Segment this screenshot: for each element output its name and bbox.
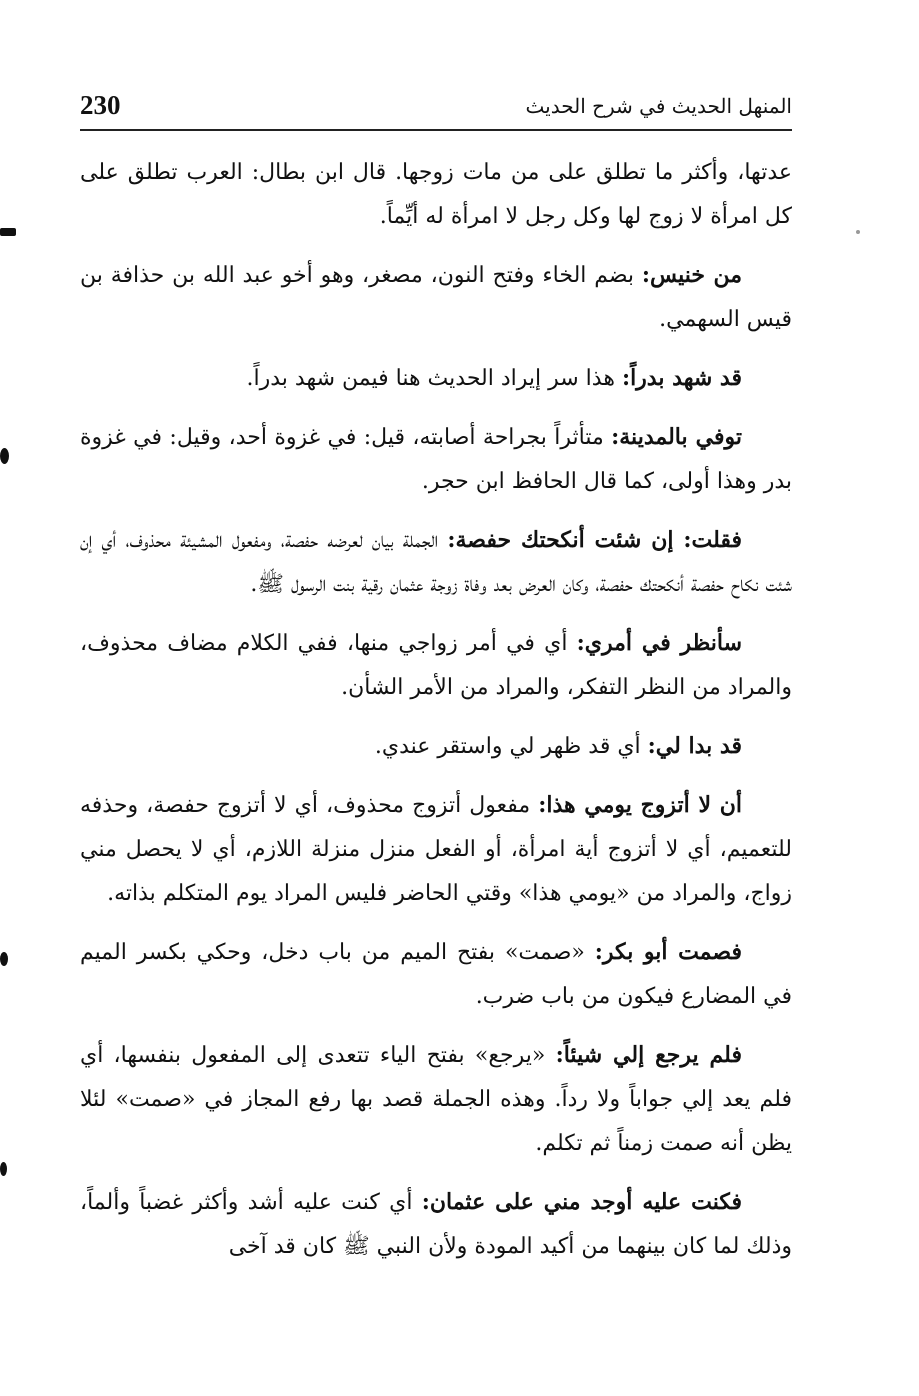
paragraph — [80, 518, 792, 607]
term-heading: من خنيس: — [641, 262, 742, 288]
term-heading: قد بدا لي: — [647, 733, 742, 759]
margin-mark — [0, 228, 16, 236]
term-heading: سأنظر في أمري: — [576, 630, 743, 656]
paragraph-text: مفعول أتزوج محذوف، أي لا أتزوج حفصة، وحذفه للتعميم، أي لا أتزوج أية امرأة، أو الفعل منزل منزلة اللازم، أي لا يحصل مني زواج، والمراد من «يومي هذا» وقتي الحاضر فليس المراد يوم المتكلم بذاته. — [80, 793, 792, 906]
paragraph — [80, 1180, 792, 1269]
running-title: المنهل الحديث في شرح الحديث — [525, 94, 792, 118]
term-heading: فصمت أبو بكر: — [594, 939, 742, 965]
paragraph-text: بضم الخاء وفتح النون، مصغر، وهو أخو عبد الله بن حذافة بن قيس السهمي. — [80, 263, 792, 332]
paragraph-text: عدتها، وأكثر ما تطلق على من مات زوجها. قال ابن بطال: العرب تطلق على كل امرأة لا زوج لها وكل رجل لا امرأة له أيِّماً. — [80, 160, 792, 229]
margin-mark — [856, 230, 860, 234]
paragraph — [80, 1033, 792, 1166]
term-heading: أن لا أتزوج يومي هذا: — [538, 792, 742, 818]
paragraph-text: أي كنت عليه أشد وأكثر غضباً وألماً، وذلك لما كان بينهما من أكيد المودة ولأن النبي ﷺ كان قد آخى — [80, 1190, 792, 1259]
paragraph — [80, 783, 792, 916]
margin-mark — [0, 1162, 7, 1176]
header-rule — [80, 129, 792, 131]
term-heading: فلم يرجع إلي شيئاً: — [555, 1042, 742, 1068]
margin-mark — [0, 448, 9, 464]
paragraph — [80, 356, 792, 401]
paragraph — [80, 930, 792, 1019]
term-heading: فكنت عليه أوجد مني على عثمان: — [421, 1189, 743, 1215]
paragraph-text: أي في أمر زواجي منها، ففي الكلام مضاف محذوف، والمراد من النظر التفكر، والمراد من الأمر الشأن. — [80, 631, 792, 700]
paragraph — [80, 724, 792, 769]
page-body — [80, 150, 792, 1283]
paragraph-text: أي قد ظهر لي واستقر عندي. — [374, 734, 648, 759]
paragraph — [80, 150, 792, 239]
paragraph — [80, 415, 792, 504]
margin-mark — [0, 952, 8, 966]
paragraph-text: «صمت» بفتح الميم من باب دخل، وحكي بكسر الميم في المضارع فيكون من باب ضرب. — [80, 940, 792, 1009]
paragraph-text: «يرجع» بفتح الياء تتعدى إلى المفعول بنفسها، أي فلم يعد إلي جواباً ولا رداً. وهذه الجملة قصد بها رفع المجاز في «صمت» لئلا يظن أنه صمت زمناً ثم تكلم. — [80, 1043, 792, 1156]
page-number: 230 — [80, 90, 121, 120]
paragraph-text: الجملة بيان لعرضه حفصة، ومفعول المشيئة محذوف، أي إن شئت نكاح حفصة أنكحتك حفصة، وكان العرض بعد وفاة زوجة عثمان رقية بنت الرسول ﷺ. — [80, 528, 792, 597]
paragraph — [80, 253, 792, 342]
term-heading: فقلت: إن شئت أنكحتك حفصة: — [447, 527, 742, 553]
paragraph — [80, 621, 792, 710]
term-heading: توفي بالمدينة: — [611, 424, 742, 450]
page-header — [80, 88, 792, 132]
term-heading: قد شهد بدراً: — [621, 365, 742, 391]
paragraph-text: هذا سر إيراد الحديث هنا فيمن شهد بدراً. — [246, 366, 622, 391]
paragraph-text: متأثراً بجراحة أصابته، قيل: في غزوة أحد، وقيل: في غزوة بدر وهذا أولى، كما قال الحافظ ابن حجر. — [80, 425, 792, 494]
